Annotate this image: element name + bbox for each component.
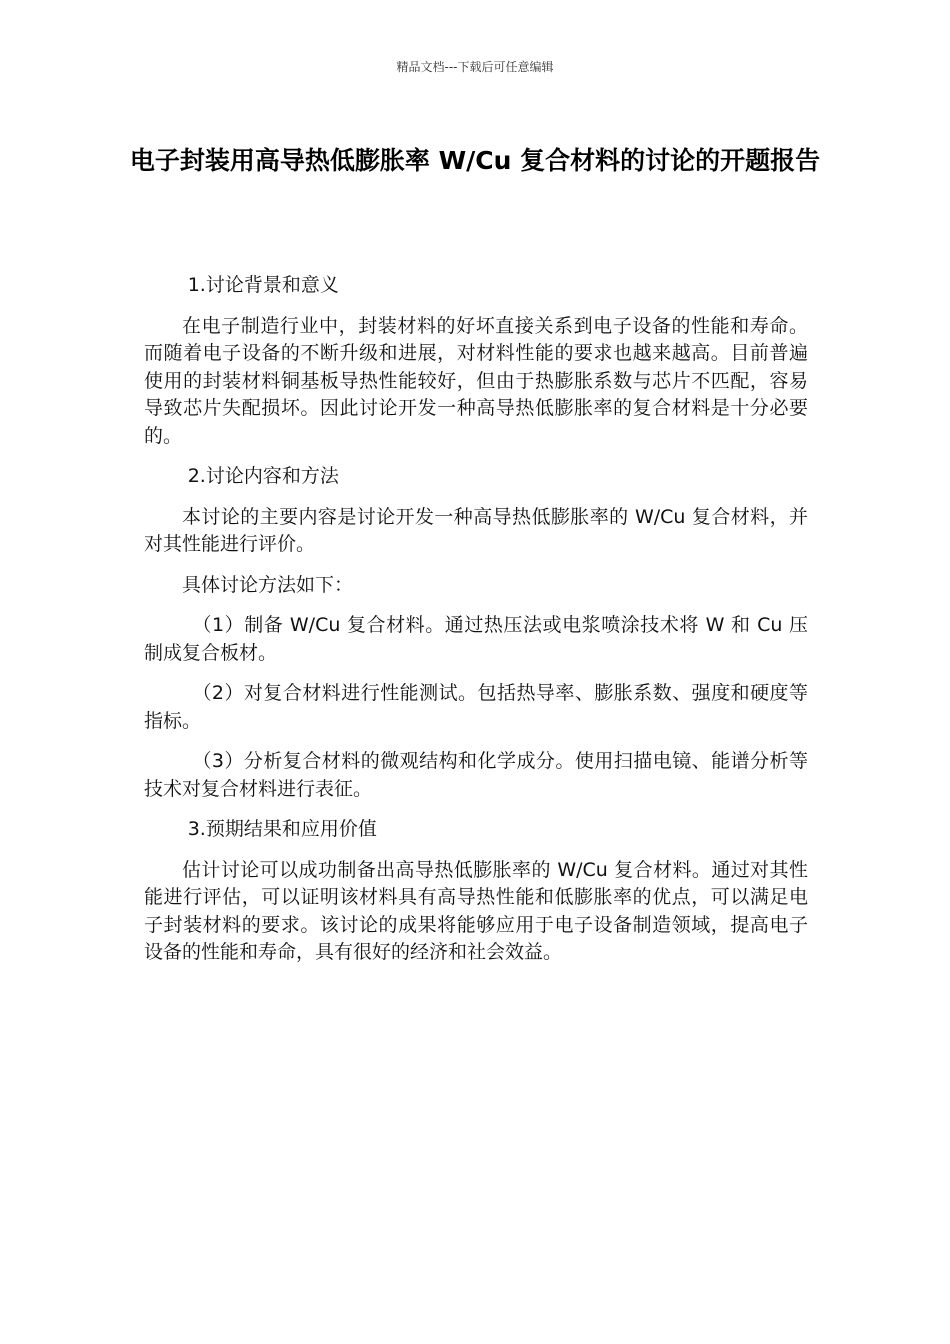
page-header: 精品文档---下载后可任意编辑 bbox=[396, 60, 554, 74]
list-item: （2）对复合材料进行性能测试。包括热导率、膨胀系数、强度和硬度等指标。 bbox=[144, 682, 808, 732]
paragraph: 在电子制造行业中，封装材料的好坏直接关系到电子设备的性能和寿命。而随着电子设备的不断升级和进展，对材料性能的要求也越来越高。目前普遍使用的封装材料铜基板导热性能较好，但由于热膨胀系数与芯片不匹配，容易导致芯片失配损坏。因此讨论开发一种高导热低膨胀率的复合材料是十分必要的。 bbox=[144, 314, 808, 447]
list-item: （1）制备 W/Cu 复合材料。通过热压法或电浆喷涂技术将 W 和 Cu 压制成复合板材。 bbox=[144, 614, 808, 664]
document-body bbox=[144, 272, 808, 980]
section-heading: 2.讨论内容和方法 bbox=[187, 465, 339, 487]
paragraph: 估计讨论可以成功制备出高导热低膨胀率的 W/Cu 复合材料。通过对其性能进行评估，可以证明该材料具有高导热性能和低膨胀率的优点，可以满足电子封装材料的要求。该讨论的成果将能够应用于电子设备制造领域，提高电子设备的性能和寿命，具有很好的经济和社会效益。 bbox=[144, 858, 808, 963]
list-item: （3）分析复合材料的微观结构和化学成分。使用扫描电镜、能谱分析等技术对复合材料进行表征。 bbox=[144, 750, 808, 800]
paragraph: 具体讨论方法如下： bbox=[182, 573, 354, 596]
paragraph: 本讨论的主要内容是讨论开发一种高导热低膨胀率的 W/Cu 复合材料，并对其性能进行评价。 bbox=[144, 505, 808, 555]
section-heading: 3.预期结果和应用价值 bbox=[187, 818, 377, 840]
document-title: 电子封装用高导热低膨胀率 W/Cu 复合材料的讨论的开题报告 bbox=[129, 146, 821, 175]
section-heading: 1.讨论背景和意义 bbox=[187, 274, 339, 296]
